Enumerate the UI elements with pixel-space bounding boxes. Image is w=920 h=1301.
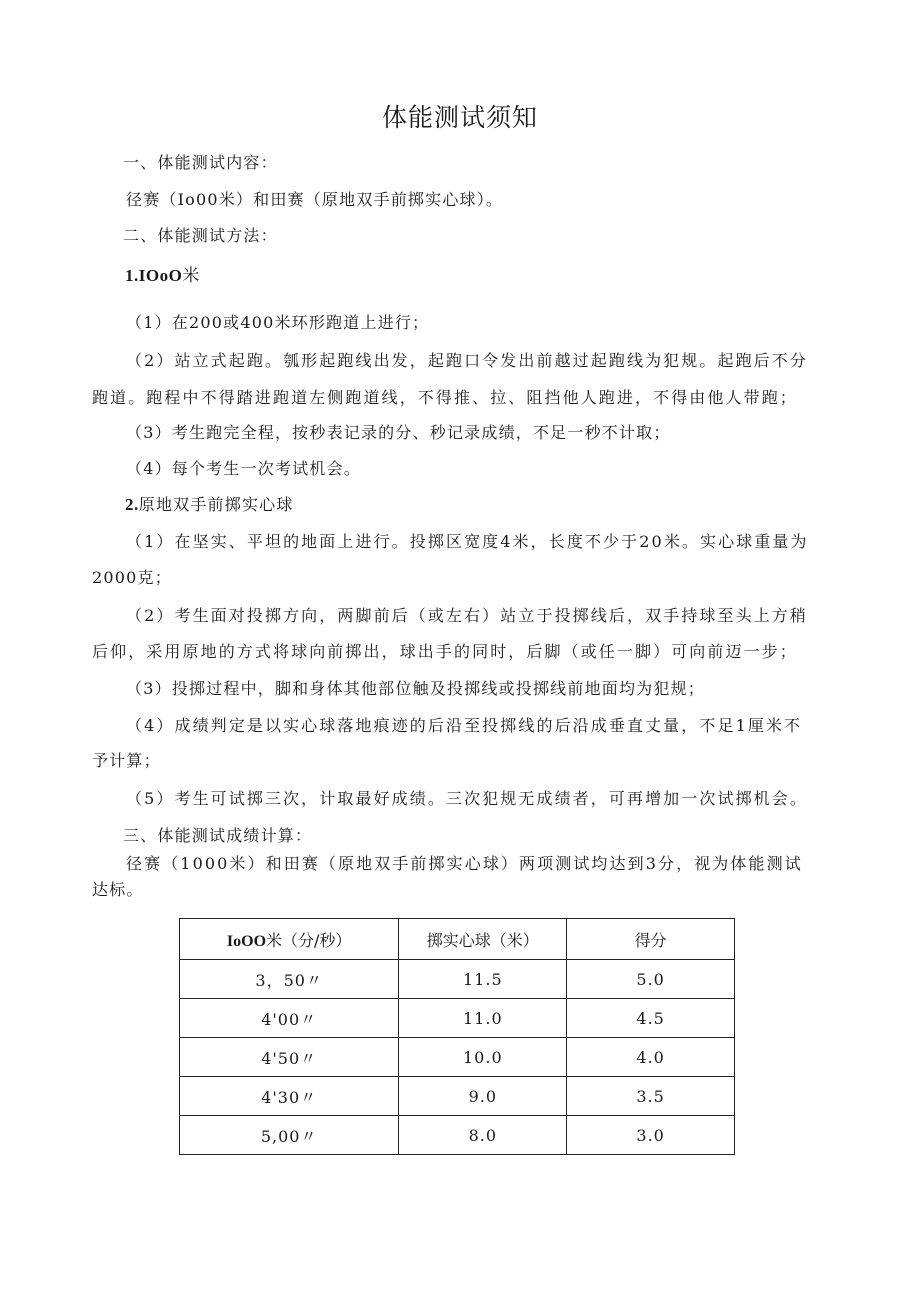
ball-rule-5: （5）考生可试掷三次，计取最好成绩。三次犯规无成绩者，可再增加一次试掷机会。 <box>126 789 808 808</box>
ball-rule-4-line-1: （4）成绩判定是以实心球落地痕迹的后沿至投掷线的后沿成垂直丈量，不足1厘米不 <box>126 716 803 735</box>
cell-run: 4'30〃 <box>180 1077 399 1116</box>
cell-run: 4'50〃 <box>180 1038 399 1077</box>
cell-score: 5.0 <box>567 960 735 999</box>
run-rule-1: （1）在200或400米环形跑道上进行； <box>126 313 430 332</box>
cell-score: 3.5 <box>567 1077 735 1116</box>
header-score: 得分 <box>567 919 735 960</box>
table-row <box>180 1116 735 1155</box>
cell-ball: 8.0 <box>399 1116 567 1155</box>
ball-subheading-number: 2. <box>125 495 139 514</box>
score-table <box>179 918 735 1155</box>
table-row <box>180 960 735 999</box>
header-run-number: IoOO <box>226 932 267 950</box>
ball-subheading-text: 原地双手前掷实心球 <box>138 495 294 514</box>
section-1-heading: 一、体能测试内容： <box>123 153 278 172</box>
section-3-body-line-2: 达标。 <box>92 880 144 899</box>
header-ball: 掷实心球（米） <box>399 919 567 960</box>
ball-rule-1-line-2: 2000克； <box>92 568 172 587</box>
table-header-row <box>180 919 735 960</box>
run-subheading-number: 1.IOoO <box>125 266 183 285</box>
run-rule-2-line-1: （2）站立式起跑。瓠形起跑线出发，起跑口令发出前越过起跑线为犯规。起跑后不分 <box>126 351 808 370</box>
cell-run: 4'00〃 <box>180 999 399 1038</box>
section-1-body: 径赛（Io00米）和田赛（原地双手前掷实心球）。 <box>126 190 504 209</box>
page-title: 体能测试须知 <box>381 103 538 132</box>
section-3-heading: 三、体能测试成绩计算： <box>123 826 313 845</box>
ball-rule-2-line-1: （2）考生面对投掷方向，两脚前后（或左右）站立于投掷线后，双手持球至头上方稍 <box>126 606 808 625</box>
cell-score: 4.5 <box>567 999 735 1038</box>
table-row <box>180 999 735 1038</box>
cell-run: 5,00〃 <box>180 1116 399 1155</box>
section-2-heading: 二、体能测试方法： <box>123 226 278 245</box>
ball-rule-1-line-1: （1）在坚实、平坦的地面上进行。投掷区宽度4米，长度不少于20米。实心球重量为 <box>126 532 809 551</box>
cell-ball: 11.5 <box>399 960 567 999</box>
cell-ball: 10.0 <box>399 1038 567 1077</box>
run-rule-3: （3）考生跑完全程，按秒表记录的分、秒记录成绩，不足一秒不计取； <box>126 423 671 442</box>
run-subheading-unit: 米 <box>182 266 200 285</box>
section-3-body-line-1: 径赛（1000米）和田赛（原地双手前掷实心球）两项测试均达到3分，视为体能测试 <box>126 854 803 873</box>
cell-ball: 11.0 <box>399 999 567 1038</box>
cell-score: 3.0 <box>567 1116 735 1155</box>
table-row <box>180 1038 735 1077</box>
run-subheading <box>125 261 200 286</box>
ball-rule-4-line-2: 予计算； <box>92 751 161 770</box>
ball-subheading <box>125 492 294 515</box>
ball-rule-2-line-2: 后仰，采用原地的方式将球向前掷出，球出手的同时，后脚（或任一脚）可向前迈一步； <box>92 642 798 661</box>
header-run-unit: 米（分/秒） <box>266 930 352 950</box>
run-rule-2-line-2: 跑道。跑程中不得踏进跑道左侧跑道线，不得推、拉、阻挡他人跑进，不得由他人带跑； <box>92 388 798 407</box>
ball-rule-3: （3）投掷过程中，脚和身体其他部位触及投掷线或投掷线前地面均为犯规； <box>126 679 705 698</box>
table-row <box>180 1077 735 1116</box>
header-run <box>180 919 399 960</box>
cell-score: 4.0 <box>567 1038 735 1077</box>
cell-run: 3，50〃 <box>180 960 399 999</box>
run-rule-4: （4）每个考生一次考试机会。 <box>126 459 361 478</box>
cell-ball: 9.0 <box>399 1077 567 1116</box>
